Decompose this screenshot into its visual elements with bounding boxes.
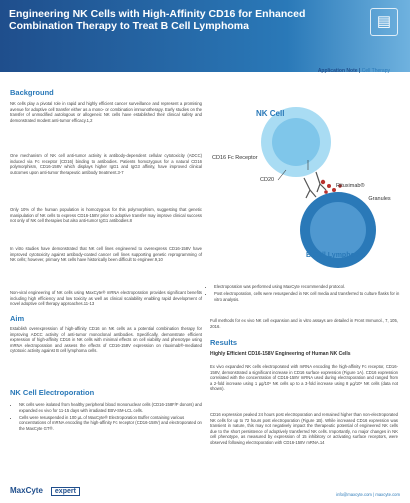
rituximab-label: Rituximab® xyxy=(336,183,365,189)
list-item: • NK cells were isolated from healthy peripheral blood mononuclear cells (CD16-158F/F donors) and expanded ex vivo for 11-15 days with irradiated EBV-SM-LCL cells. xyxy=(19,402,202,413)
document-title: Engineering NK Cells with High-Affinity CD16 for Enhanced Combination Therapy to Treat B Cell Lymphoma xyxy=(9,8,306,32)
background-paragraph-4: In vitro studies have demonstrated that NK cell lines engineered to overexpress CD16-158V have improved cytotoxicity against antibody-coated cancer cell lines supporting genetic reprogramming of NK cells; however, primary NK cells have historically been difficult to engineer.9,10 xyxy=(10,246,202,263)
background-heading: Background xyxy=(10,88,54,97)
page-header xyxy=(0,0,410,72)
results-paragraph-2: CD16 expression peaked 24 hours post electroporation and remained higher than non-electroporated NK cells for up to 72 hours post electroporation (Figure 1B). While increased CD16 expression was transient in nature, this may not negatively impact the therapeutic potential of engineered NK cells due to the short persistence of adoptively transferred NK cells. Importantly, no major changes in NK cell phenotype, as measured by expression of 15 inhibitory or activating surface receptors, were observed following electroporation with CD16-158V mRNA.14 xyxy=(210,412,398,445)
footer-logos xyxy=(10,486,80,495)
appnote-type: Application Note xyxy=(317,68,358,74)
appnote-category: Cell Therapy xyxy=(361,68,390,74)
granules-label: Granules xyxy=(368,196,391,202)
methods-note: Full methods for ex vivo NK cell expansion and in vitro assays are detailed in Front Immunol., 7, 105, 2016. xyxy=(210,318,398,329)
footer-contact-link[interactable]: info@maxcyte.com | maxcyte.com xyxy=(336,492,400,497)
document-icon: ▤ xyxy=(370,8,398,36)
rituximab-antibody-icon xyxy=(304,172,326,198)
nk-cell-label: NK Cell xyxy=(256,109,285,118)
nk-cell-nucleus xyxy=(272,118,320,166)
results-heading: Results xyxy=(210,338,238,347)
electroporation-list xyxy=(10,402,202,433)
b-cell-label: B Cell Lymphoma xyxy=(306,252,365,259)
results-paragraph-1: Ex vivo expanded NK cells electroporated with mRNA encoding the high-affinity Fc receptor, CD16-158V, demonstrated a significant increase in CD16 surface expression (Figure 1A). CD16 expression correlated with the concentration of CD16-158V mRNA used during electroporation and ranged from a 2-fold increase using 1 µg/10⁶ NK cells up to a 3-fold increase using 8 µg/10⁶ NK cells (data not shown). xyxy=(210,364,398,392)
expert-logo: expert xyxy=(51,487,80,496)
appnote-separator: | xyxy=(357,68,362,74)
cd20-label: CD20 xyxy=(260,177,275,183)
background-paragraph-3: Only 10% of the human population is homozygous for this polymorphism, suggesting that genetic manipulation of NK cells to express CD16-158V prior to adoptive transfer may improve clinical success not only of NK cell therapies but also anti-tumor IgG1 antibodies.8 xyxy=(10,207,202,224)
background-paragraph-2: One mechanism of NK cell anti-tumor activity is antibody-dependent cellular cytotoxicity (ADCC) induced via Fc receptor (CD16) binding to antibodies. Patients homozygous for a natural CD16 polymorphism, CD16-158V which displays higher IgG1 and IgG3 affinity, have improved clinical outcomes upon anti-tumor therapeutic antibody treatment.3-7 xyxy=(10,153,202,175)
cd16-label: CD16 Fc Receptor xyxy=(212,155,258,161)
b-cell-nucleus xyxy=(310,202,366,258)
list-item: • Post electroporation, cells were resuspended in NK cell media and transferred to culture flasks for in vitro analysis. xyxy=(214,291,408,302)
results-subheading: Highly Efficient CD16-158V Engineering of Human NK Cells xyxy=(210,351,351,357)
aim-heading: Aim xyxy=(10,314,25,323)
cell-diagram xyxy=(208,100,400,270)
maxcyte-logo: MaxCyte xyxy=(10,486,43,495)
background-paragraph-1: NK cells play a pivotal role in rapid and highly efficient cancer surveillance and represent a promising avenue for adoptive cell transfer either as a mono- or combination immunotherapy. Early studies on the transfer of unmodified autologous or allogeneic NK cells have established their clinical safety and demonstrated modest anti-tumor efficacy.1,2 xyxy=(10,101,202,123)
application-note-label xyxy=(318,68,390,74)
aim-paragraph: Establish overexpression of high-affinity CD16 on NK cells as a potential combination therapy for improving ADCC activity of anti-tumor monoclonal antibodies. Specifically, demonstrate efficient expression of high-affinity CD16 in NK cells with minimal effects on cell viability and phenotype using mRNA electroporation and assess the effects of CD16-158V expression on rituximab®-mediated cytotoxic activity against B cell lymphoma cells. xyxy=(10,326,202,354)
background-paragraph-5: Non-viral engineering of NK cells using MaxCyte® mRNA electroporation provides significant benefits including high efficiency and low toxicity as well as clinical scalability enabling rapid development of novel adoptive cell therapy approaches.11-13 xyxy=(10,290,202,307)
list-item: • Electroporation was performed using MaxCyte recommended protocol. xyxy=(214,284,408,290)
list-item: • Cells were resuspended in 100 µL of MaxCyte® Electroporation Buffer containing various concentrations of mRNA encoding the high-affinity Fc receptor (CD16-158V) and electroporated on the MaxCyte GT®. xyxy=(19,415,202,432)
electroporation-steps xyxy=(205,284,408,304)
nk-cell-illustration xyxy=(208,100,400,270)
electroporation-heading: NK Cell Electroporation xyxy=(10,388,95,397)
